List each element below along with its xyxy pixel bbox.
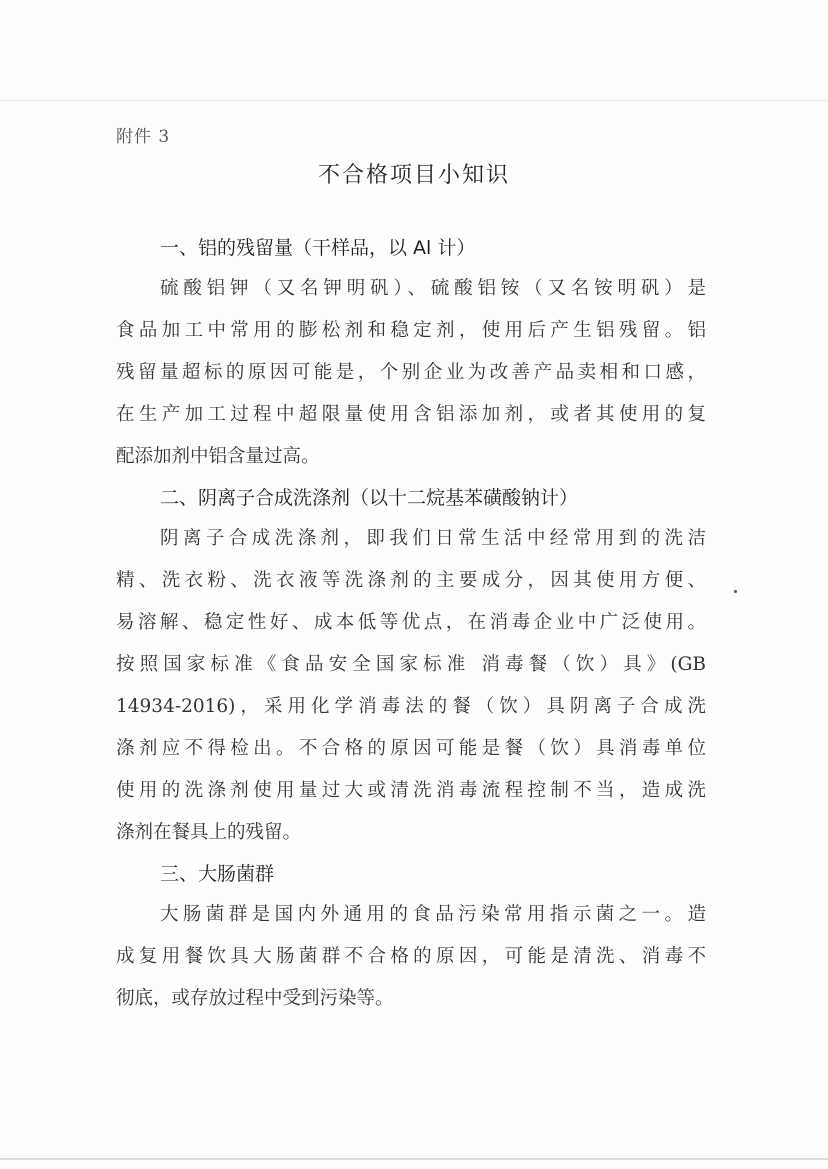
paragraph-line: 在生产加工过程中超限量使用含铝添加剂，或者其使用的复 <box>116 404 706 425</box>
annex-label: 附件 3 <box>116 127 171 147</box>
section-heading-coliform: 三、大肠菌群 <box>160 863 275 885</box>
paragraph-line: 涤剂应不得检出。不合格的原因可能是餐（饮）具消毒单位 <box>116 738 706 759</box>
document-title: 不合格项目小知识 <box>317 163 510 188</box>
paragraph-line: 配添加剂中铝含量过高。 <box>116 446 320 467</box>
paragraph-line: 按照国家标准《食品安全国家标准 消毒餐（饮）具》(GB <box>116 654 706 675</box>
scan-edge-bottom <box>0 1158 828 1160</box>
paragraph-line: 14934-2016)，采用化学消毒法的餐（饮）具阴离子合成洗 <box>116 696 706 717</box>
paragraph-line: 硫酸铝钾（又名钾明矾）、硫酸铝铵（又名铵明矾）是 <box>160 278 706 299</box>
section-heading-detergent: 二、阴离子合成洗涤剂（以十二烷基苯磺酸钠计） <box>160 487 579 509</box>
paragraph-line: 涤剂在餐具上的残留。 <box>116 822 302 843</box>
paragraph-line: 成复用餐饮具大肠菌群不合格的原因，可能是清洗、消毒不 <box>116 946 706 967</box>
paragraph-line: 使用的洗涤剂使用量过大或清洗消毒流程控制不当，造成洗 <box>116 780 706 801</box>
paragraph-line: 易溶解、稳定性好、成本低等优点，在消毒企业中广泛使用。 <box>116 612 706 633</box>
document-body <box>116 228 706 1020</box>
section-heading-aluminum: 一、铝的残留量（干样品，以 Al 计） <box>160 237 476 259</box>
paragraph-line: 大肠菌群是国内外通用的食品污染常用指示菌之一。造 <box>160 904 706 925</box>
paragraph-line: 阴离子合成洗涤剂，即我们日常生活中经常用到的洗洁 <box>160 528 706 549</box>
scan-speck <box>734 590 737 593</box>
paragraph-line: 食品加工中常用的膨松剂和稳定剂，使用后产生铝残留。铝 <box>116 320 706 341</box>
paragraph-line: 残留量超标的原因可能是，个别企业为改善产品卖相和口感， <box>116 362 706 383</box>
paragraph-line: 彻底，或存放过程中受到污染等。 <box>116 988 394 1009</box>
paragraph-line: 精、洗衣粉、洗衣液等洗涤剂的主要成分，因其使用方便、 <box>116 570 706 591</box>
scan-edge-top <box>0 100 828 101</box>
